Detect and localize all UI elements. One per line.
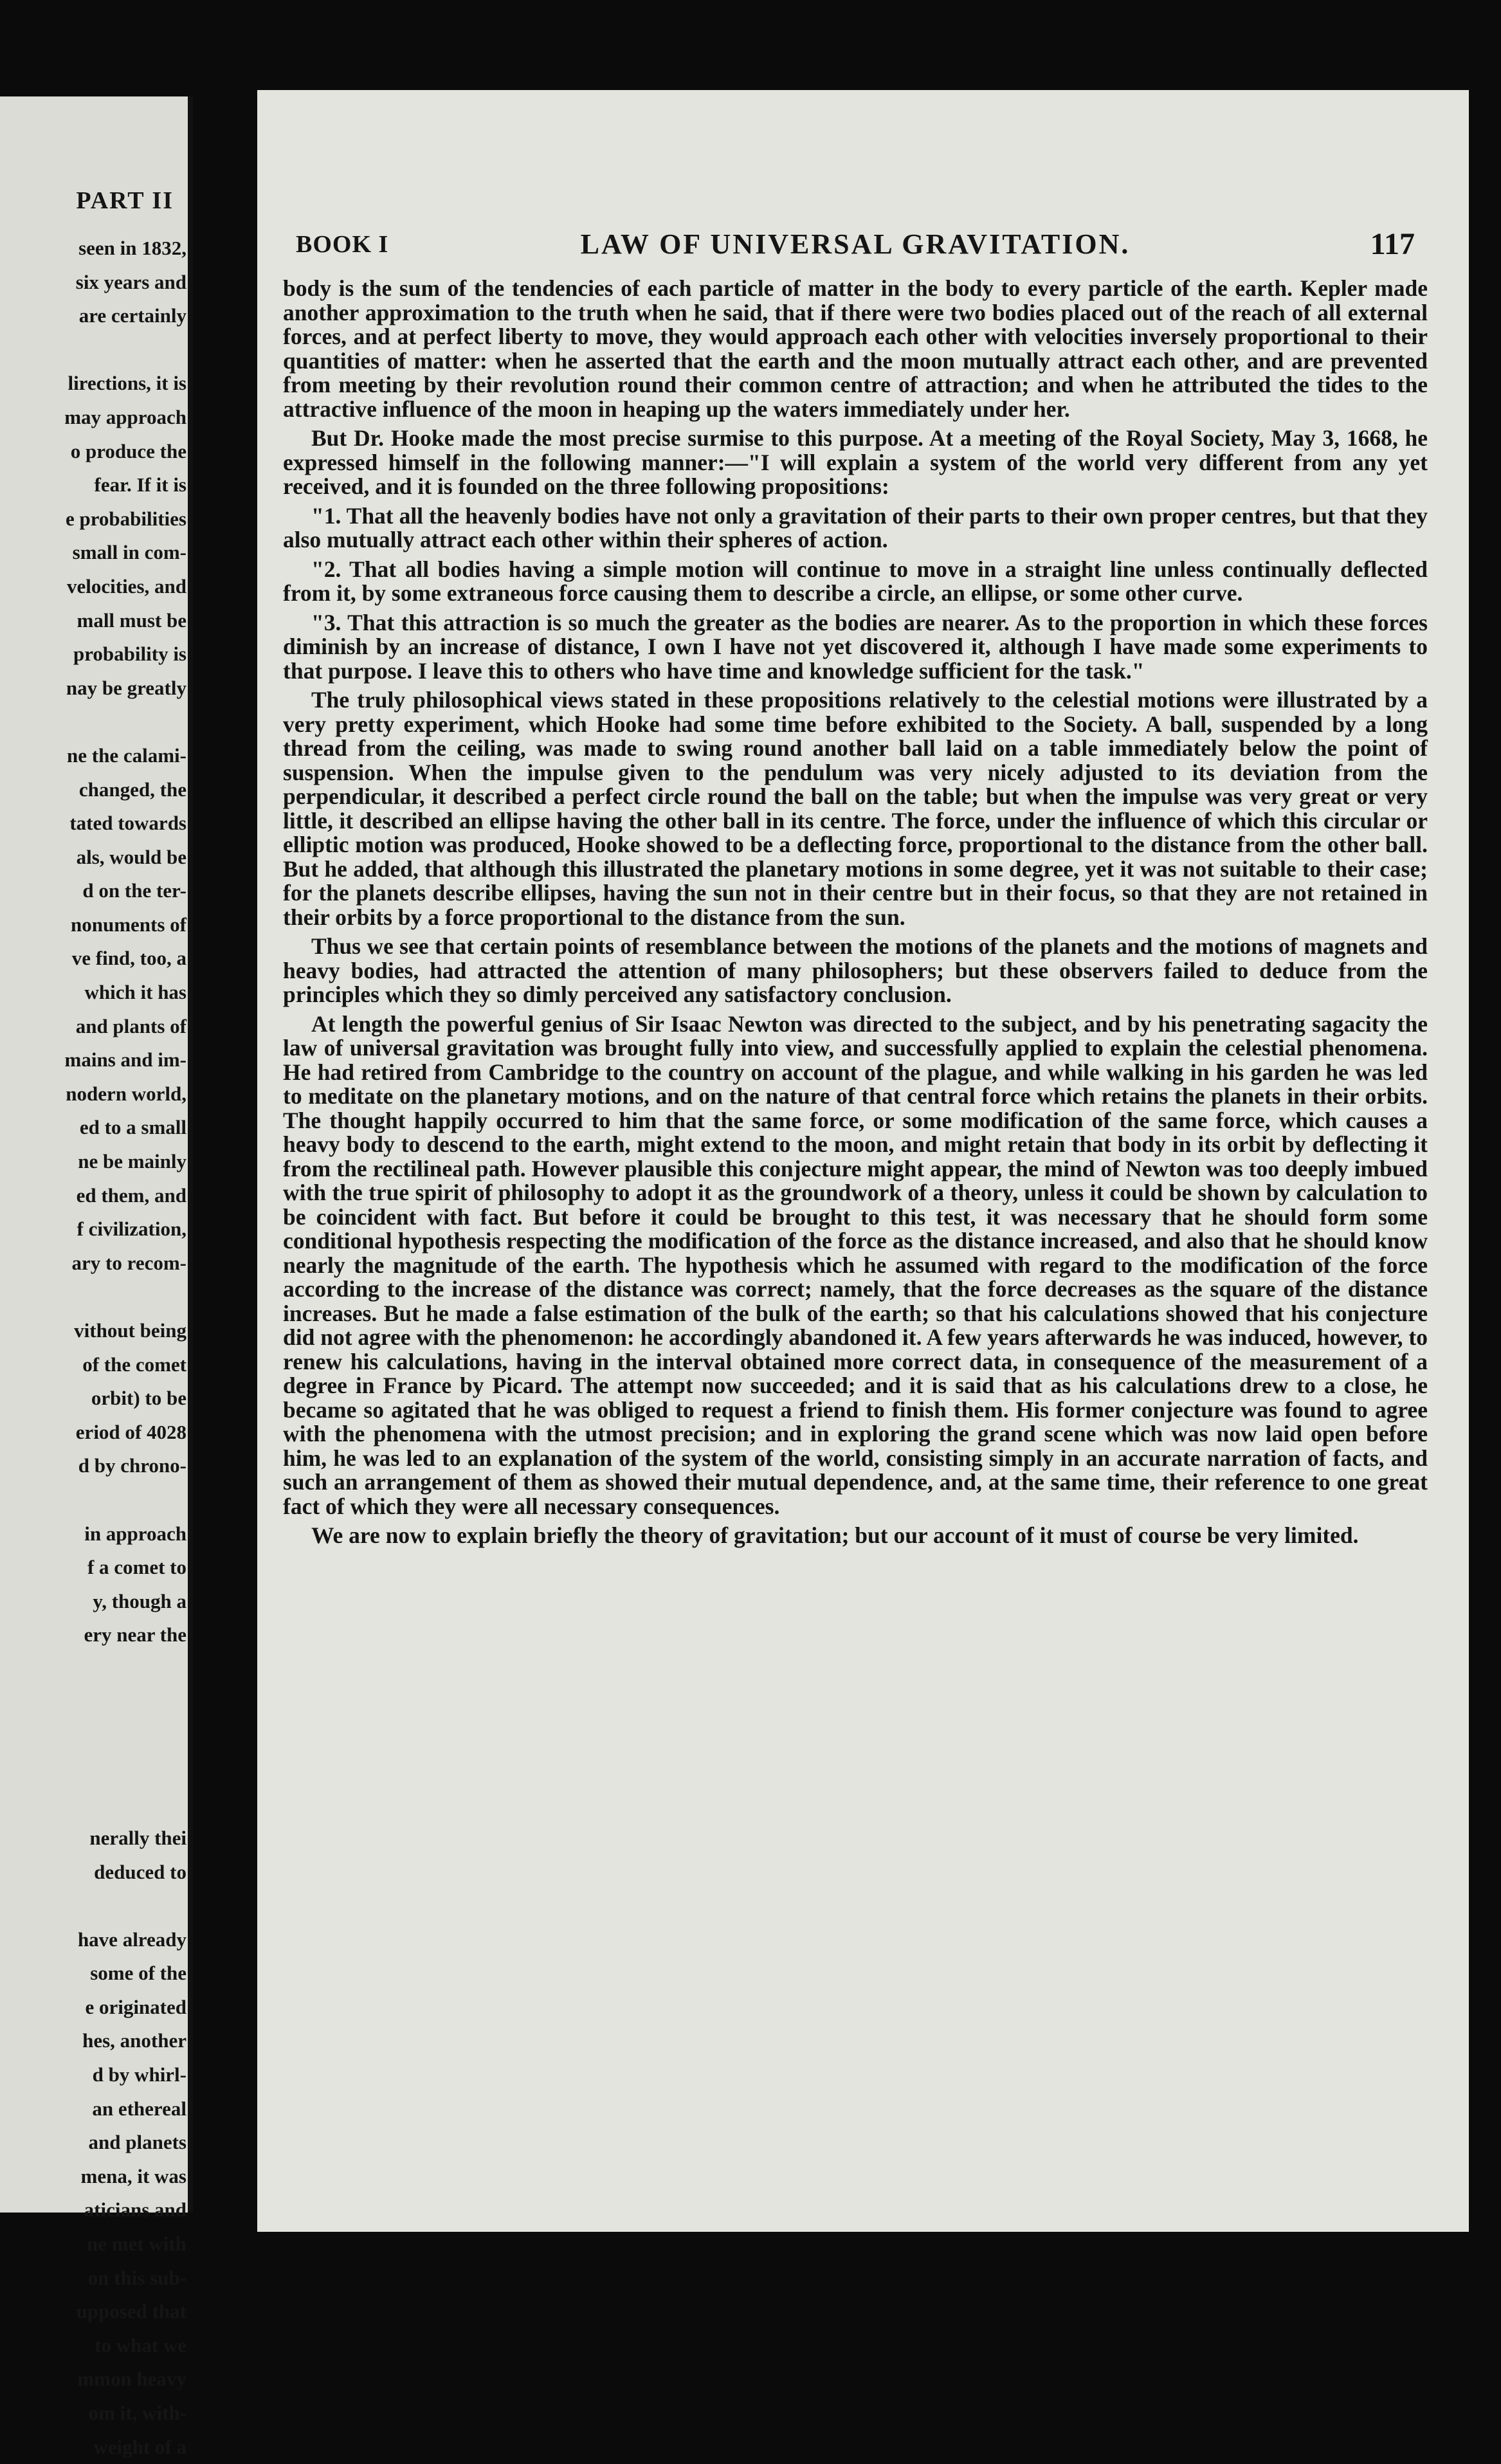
paragraph: We are now to explain briefly the theory of gravitation; but our account of it must of course be very limited. xyxy=(311,1522,1359,1548)
left-page-line: e originated xyxy=(85,1995,186,2018)
body-text xyxy=(283,277,1428,1553)
left-page-line: which it has xyxy=(84,981,186,1004)
left-page-line: nerally thei xyxy=(89,1826,186,1849)
left-page-line xyxy=(0,1720,186,1754)
left-page-line: y, though a xyxy=(93,1589,186,1612)
left-page-line: and plants of xyxy=(75,1014,186,1037)
left-page-line xyxy=(0,1652,186,1686)
left-page-line: fear. If it is xyxy=(94,473,186,497)
left-page-line: some of the xyxy=(90,1962,186,1985)
left-page-line xyxy=(0,1686,186,1720)
left-page-line: orbit) to be xyxy=(91,1387,186,1410)
left-page-line: ne met with xyxy=(87,2232,186,2256)
left-page-line: ed them, and xyxy=(76,1183,186,1207)
left-page-line xyxy=(0,1787,186,1821)
paragraph: The truly philosophical views stated in these propositions relatively to the celestial motions were illustrated by a very pretty experiment, which Hooke had some time before exhibited to the Society. A ball, suspended by a long thread from the ceiling, was made to swing round another ball laid on a table immediately below the point of suspension. When the impulse given to the pendulum was very nicely adjusted to its deviation from the perpendicular, it described a perfect circle round the ball on the table; but when the impulse was very great or very little, it described an ellipse having the other ball in its centre. The force, under the influence of which this circular or elliptic motion was produced, Hooke showed to be a deflecting force, proportional to the distance from the other ball. But he added, that although this illustrated the planetary motions in some degree, yet it was not suitable to their case; for the planets describe ellipses, having the sun not in their centre but in their focus, so that they are not retained in their orbits by a force proportional to the distance from the sun. xyxy=(283,687,1428,930)
book-label: BOOK I xyxy=(296,231,389,258)
paragraph: "1. That all the heavenly bodies have not only a gravitation of their parts to their own proper centres, but that they also mutually attract each other within their spheres of action. xyxy=(283,502,1428,552)
left-page-line: on this sub- xyxy=(87,2266,186,2289)
left-page-line xyxy=(0,1280,186,1314)
left-page-line: mains and im- xyxy=(64,1048,186,1072)
left-page-line: ery near the xyxy=(84,1623,186,1647)
paragraph: "3. That this attraction is so much the greater as the bodies are nearer. As to the proportion in which these forces diminish by an increase of distance, I own I have not yet discovered it, although I have made some experiments to that purpose. I leave this to others who have time and knowledge sufficient for the task." xyxy=(283,609,1428,684)
left-page-line: hes, another xyxy=(82,2029,186,2052)
paragraph: But Dr. Hooke made the most precise surmise to this purpose. At a meeting of the Royal Society, May 3, 1668, he expressed himself in the following manner:—"I will explain a system of the world very different from any yet received, and it is founded on the three following propositions: xyxy=(283,425,1428,499)
left-page-line: aticians and xyxy=(84,2198,186,2222)
left-page-line: f a comet to xyxy=(87,1556,186,1579)
left-page-line: als, would be xyxy=(76,845,186,868)
left-page-line: e probabilities xyxy=(65,507,186,530)
left-page-line: weight of a xyxy=(93,2435,186,2458)
left-page-line: mmon heavy xyxy=(77,2368,186,2391)
right-page xyxy=(257,90,1469,2232)
paragraph: Thus we see that certain points of resemblance between the motions of the planets and the motions of magnets and heavy bodies, had attracted the attention of many philosophers; but these observers failed to deduce from the principles which they so dimly perceived any satisfactory conclusion. xyxy=(283,933,1428,1007)
left-page-header: PART II xyxy=(76,187,174,214)
left-page-line xyxy=(0,1754,186,1788)
left-page-line: mall must be xyxy=(77,608,186,632)
left-page-line: are certainly xyxy=(78,304,186,327)
left-page-line: lirections, it is xyxy=(68,372,186,395)
left-page-line: small in com- xyxy=(72,541,186,564)
left-page-line: to what we xyxy=(95,2333,186,2357)
left-page-line: ary to recom- xyxy=(71,1251,186,1274)
left-page-line: and planets xyxy=(88,2131,186,2154)
left-page-line: om it, with- xyxy=(88,2402,186,2424)
left-page-line xyxy=(0,1483,186,1517)
left-page-line: velocities, and xyxy=(67,574,186,598)
left-page-line: eriod of 4028 xyxy=(75,1420,186,1443)
paragraph: At length the powerful genius of Sir Isaac Newton was directed to the subject, and by his penetrating sagacity the law of universal gravitation was brought fully into view, and successfully applied to explain the celestial phenomena. He had retired from Cambridge to the country on account of the plague, and while walking in his garden he was led to meditate on the planetary motions, and on the nature of that central force which retains the planets in their orbits. The thought happily occurred to him that the same force, or some modification of the same force, which causes a heavy body to descend to the earth, might extend to the moon, and might retain that body in its orbit by deflecting it from the rectilineal path. However plausible this conjecture might appear, the mind of Newton was too deeply imbued with the true spirit of philosophy to adopt it as the groundwork of a theory, unless it could be shown by calculation to be coincident with fact. But before it could be brought to this test, it was necessary that he should form some conditional hypothesis respecting the modification of the force as the distance increased, and also that he should know nearly the magnitude of the earth. The hypothesis which he assumed with regard to the modification of the force according to the increase of the distance was correct; namely, that the force decreases as the square of the distance increases. But he made a false estimation of the bulk of the earth; so that his calculations showed that his conjecture did not agree with the phenomenon: he accordingly abandoned it. A few years afterwards he was induced, however, to renew his calculations, having in the interval obtained more correct data, in consequence of the measurement of a degree in France by Picard. The attempt now succeeded; and it is said that as his calculations drew to a close, he became so agitated that he was obliged to request a friend to finish them. His former conjecture was found to agree with the phenomena with the utmost precision; and in exploring the grand scene which was now laid open before him, he was led to an explanation of the system of the world, consisting simply in an accurate narration of facts, and such an arrangement of them as showed their mutual dependence, and, at the same time, their reference to one great fact of which they were all necessary consequences. xyxy=(283,1010,1428,1519)
left-page-line: probability is xyxy=(73,643,186,666)
left-page-line: f civilization, xyxy=(77,1218,186,1241)
left-page-line: seen in 1832, xyxy=(78,237,186,259)
left-page-line xyxy=(0,333,186,367)
left-page-line: ne the calami- xyxy=(67,744,186,767)
left-page-line: vithout being xyxy=(74,1319,186,1342)
left-page-line xyxy=(0,705,186,739)
left-page-line: nay be greatly xyxy=(66,676,186,699)
running-header xyxy=(296,225,1415,264)
left-page-fragment xyxy=(0,96,193,2458)
left-page-line: upposed that xyxy=(76,2300,186,2323)
left-page-line: have already xyxy=(77,1928,186,1951)
left-page-lines xyxy=(0,232,186,2464)
left-page-line: ed to a small xyxy=(79,1116,186,1139)
left-page-line: an ethereal xyxy=(92,2097,186,2120)
left-page-line: ve find, too, a xyxy=(71,947,186,970)
left-page-line: may approach xyxy=(64,405,186,428)
left-page-line: ne be mainly xyxy=(78,1150,186,1173)
paragraph: "2. That all bodies having a simple motion will continue to move in a straight line unless continually deflected from it, by some extraneous force causing them to describe a circle, an ellipse, or some other curve. xyxy=(283,556,1428,606)
page-gutter xyxy=(193,0,257,2321)
left-page-line: nonuments of xyxy=(70,913,186,936)
left-page-line xyxy=(0,1889,186,1923)
left-page-line: d on the ter- xyxy=(82,879,186,902)
left-page-line: o produce the xyxy=(70,439,186,462)
running-title: LAW OF UNIVERSAL GRAVITATION. xyxy=(580,228,1131,260)
left-page-line: changed, the xyxy=(78,778,186,801)
left-page-line: tated towards xyxy=(69,812,186,835)
left-page-line: of the comet xyxy=(82,1353,186,1376)
left-page-line: nodern world, xyxy=(66,1082,186,1105)
left-page-line: in approach xyxy=(84,1522,186,1545)
page-number: 117 xyxy=(1370,227,1415,261)
left-page-line: d by chrono- xyxy=(78,1454,186,1477)
left-page-line: deduced to xyxy=(94,1860,186,1883)
left-page-line: d by whirl- xyxy=(92,2063,186,2086)
left-page-line: mena, it was xyxy=(80,2164,186,2187)
paragraph: body is the sum of the tendencies of each particle of matter in the body to every particle of the earth. Kepler made another approximation to the truth when he said, that if there were two bodies placed out of the reach of all external forces, and at perfect liberty to move, they would approach each other with velocities inversely proportional to their quantities of matter: when he asserted that the earth and the moon mutually attract each other, and are prevented from meeting by their revolution round their common centre of attraction; and when he attributed the tides to the attractive influence of the moon in heaping up the waters immediately under her. xyxy=(283,275,1428,422)
left-page-line: six years and xyxy=(75,270,186,293)
